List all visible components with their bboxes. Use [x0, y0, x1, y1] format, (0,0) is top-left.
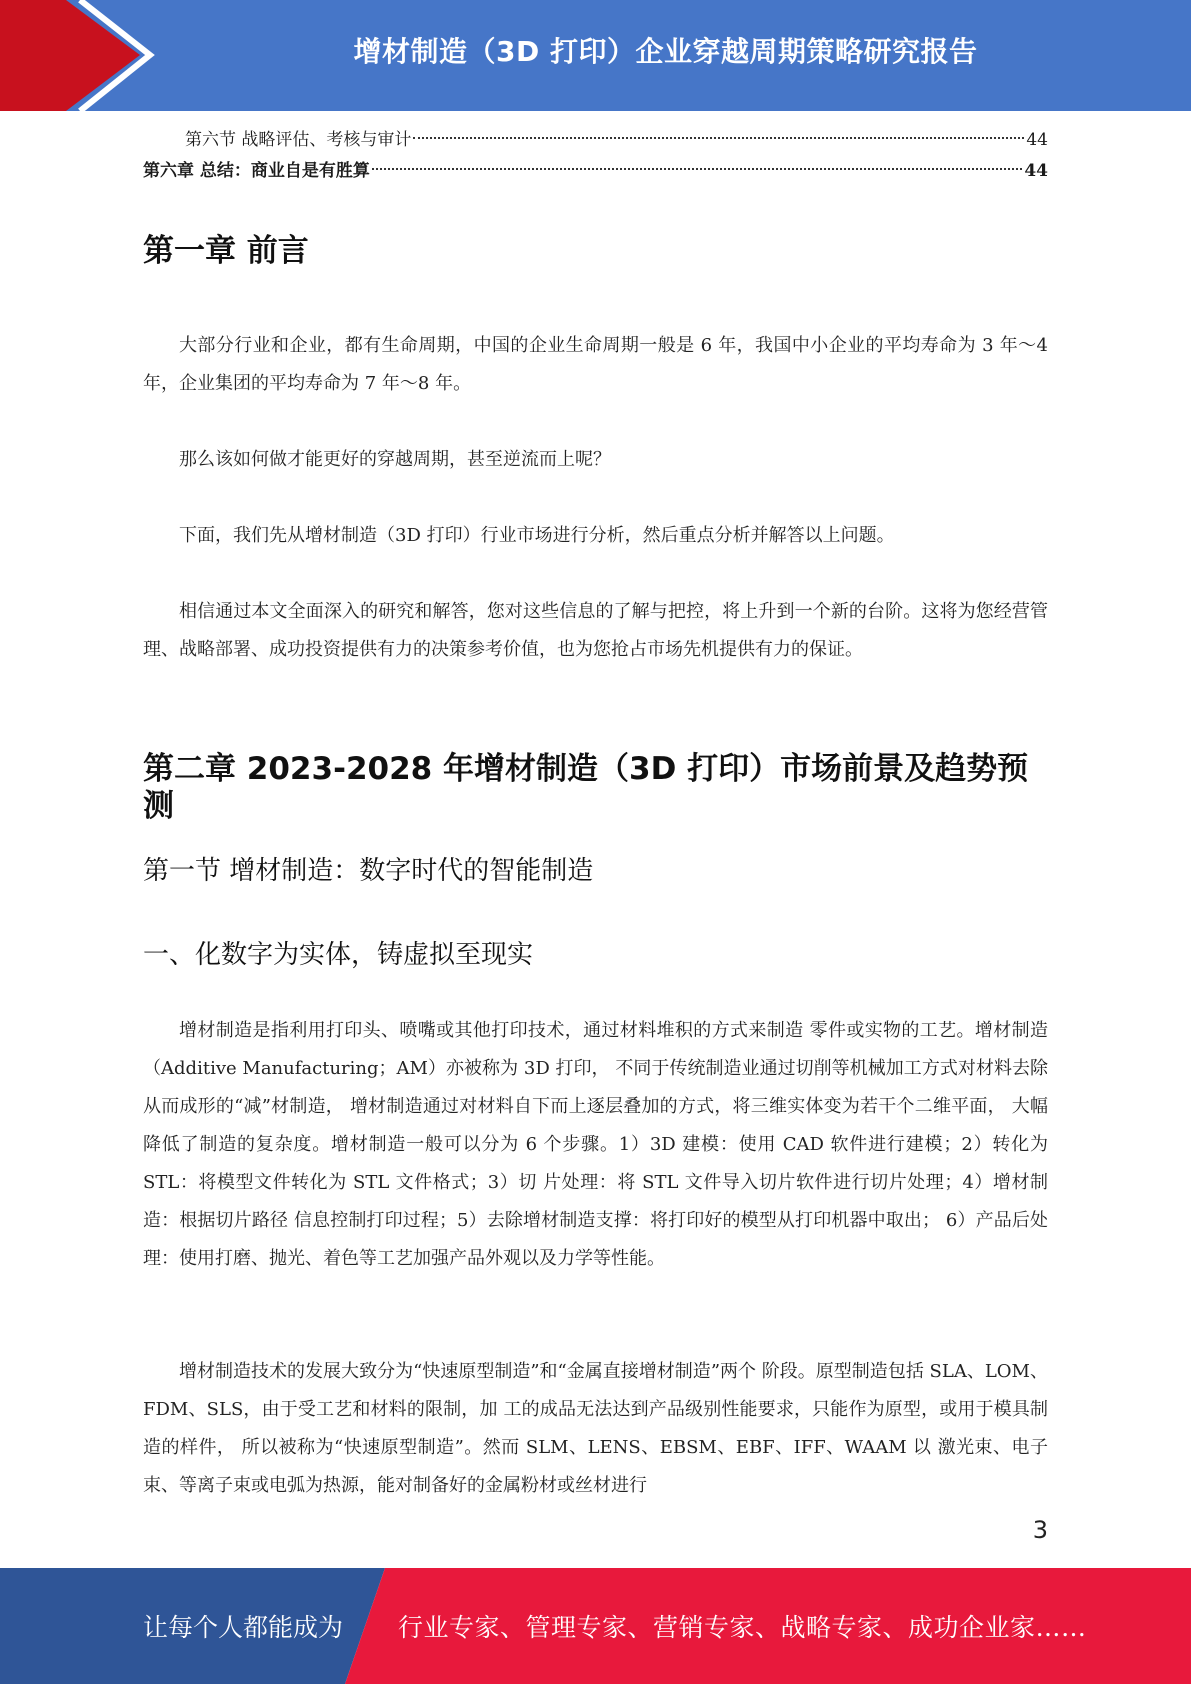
toc-entry[interactable]	[143, 125, 1048, 156]
toc-entry-title: 第六节 战略评估、考核与审计	[185, 130, 412, 150]
toc-leader-dots	[372, 168, 1022, 170]
footer-slogan-right: 行业专家、管理专家、营销专家、战略专家、成功企业家……	[398, 1613, 1087, 1642]
table-of-contents	[143, 125, 1048, 187]
chapter-2-paragraph: 增材制造是指利用打印头、喷嘴或其他打印技术，通过材料堆积的方式来制造 零件或实物的工艺。增材制造（Additive Manufacturing；AM）亦被称为 3D 打印， 不同于传统制造业通过切削等机械加工方式对材料去除从而成形的“减”材制造， 增材制造通过对材料自下而上逐层叠加的方式，将三维实体变为若干个二维平面， 大幅降低了制造的复杂度。增材制造一般可以分为 6 个步骤。1）3D 建模：使用 CAD 软件进行建模；2）转化为 STL：将模型文件转化为 STL 文件格式；3）切 片处理：将 STL 文件导入切片软件进行切片处理；4）增材制造：根据切片路径 信息控制打印过程；5）去除增材制造支撑：将打印好的模型从打印机器中取出； 6）产品后处理：使用打磨、抛光、着色等工艺加强产品外观以及力学等性能。	[143, 1020, 1048, 1269]
toc-leader-dots	[413, 137, 1024, 139]
page-footer	[0, 1568, 1191, 1684]
page-content	[143, 125, 1048, 187]
header-arrow-decoration	[0, 0, 160, 111]
page-number: 3	[1032, 1516, 1048, 1544]
chapter-1-paragraph: 那么该如何做才能更好的穿越周期，甚至逆流而上呢？	[179, 449, 611, 470]
chapter-1-paragraph: 下面，我们先从增材制造（3D 打印）行业市场进行分析，然后重点分析并解答以上问题。	[179, 525, 895, 546]
chapter-2-heading: 第二章 2023-2028 年增材制造（3D 打印）市场前景及趋势预测	[143, 751, 1029, 825]
document-title: 增材制造（3D 打印）企业穿越周期策略研究报告	[353, 35, 978, 68]
toc-entry-page: 44	[1024, 161, 1048, 181]
page-header	[0, 0, 1191, 111]
chapter-1-heading: 第一章 前言	[143, 233, 309, 269]
chapter-1-paragraph: 大部分行业和企业，都有生命周期，中国的企业生命周期一般是 6 年，我国中小企业的平均寿命为 3 年～4 年，企业集团的平均寿命为 7 年～8 年。	[143, 335, 1048, 394]
toc-entry-title: 第六章 总结：商业自是有胜算	[143, 161, 370, 181]
toc-entry-page: 44	[1026, 130, 1048, 150]
chapter-2-paragraph: 增材制造技术的发展大致分为“快速原型制造”和“金属直接增材制造”两个 阶段。原型制造包括 SLA、LOM、FDM、SLS，由于受工艺和材料的限制，加 工的成品无法达到产品级别性能要求，只能作为原型，或用于模具制造的样件， 所以被称为“快速原型制造”。然而 SLM、LENS、EBSM、EBF、IFF、WAAM 以 激光束、电子束、等离子束或电弧为热源，能对制备好的金属粉材或丝材进行	[143, 1361, 1048, 1496]
subsection-heading: 一、化数字为实体，铸虚拟至现实	[143, 940, 534, 970]
toc-entry[interactable]	[143, 156, 1048, 187]
chapter-1-paragraph: 相信通过本文全面深入的研究和解答，您对这些信息的了解与把控，将上升到一个新的台阶。这将为您经营管理、战略部署、成功投资提供有力的决策参考价值，也为您抢占市场先机提供有力的保证。	[143, 601, 1048, 660]
section-heading: 第一节 增材制造：数字时代的智能制造	[143, 856, 594, 886]
footer-slogan-left: 让每个人都能成为	[143, 1613, 344, 1642]
